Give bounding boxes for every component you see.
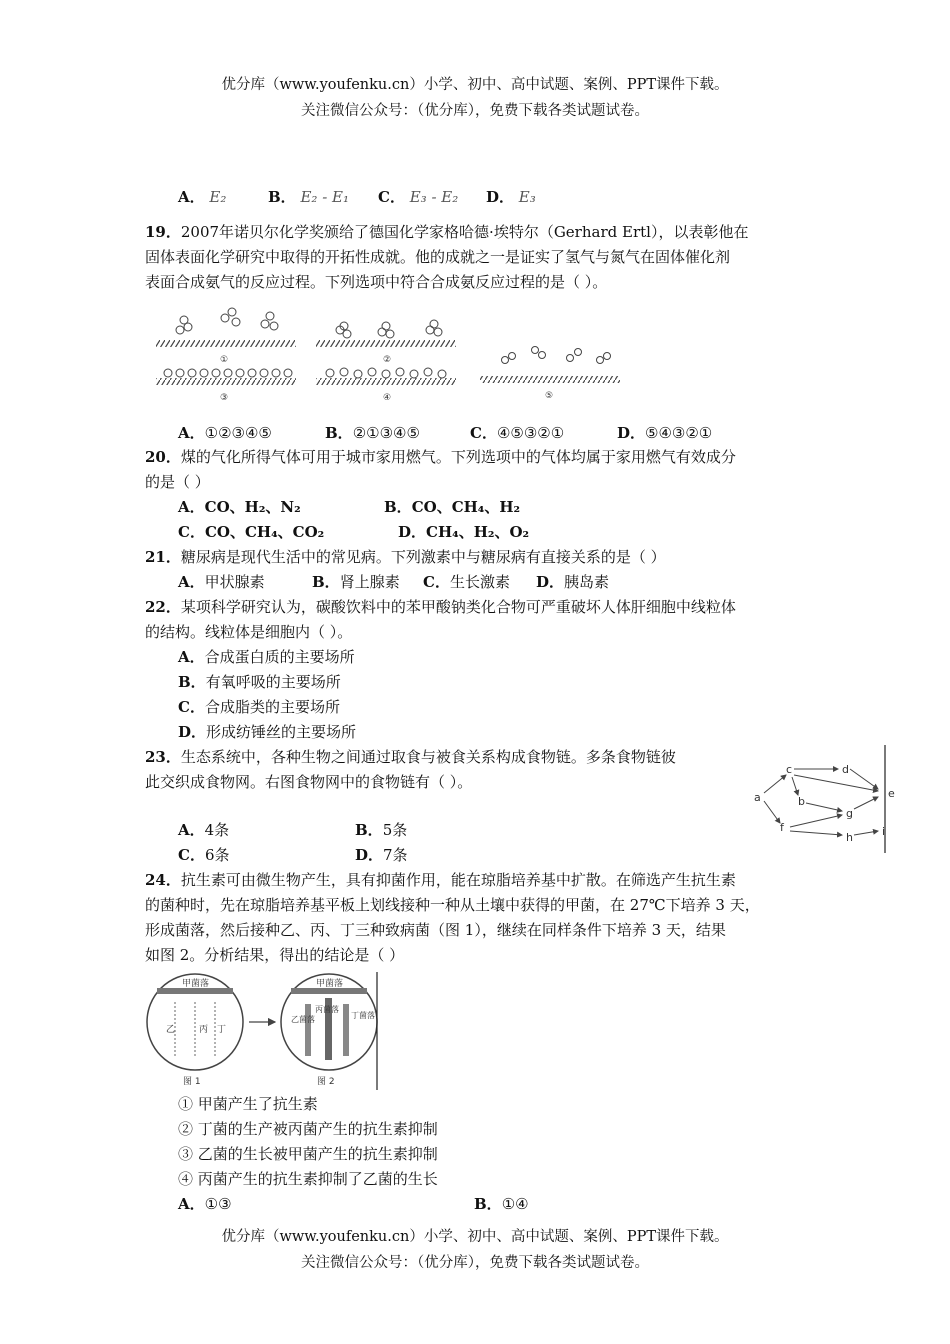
q24-statement-2: ② 丁菌的生产被丙菌产生的抗生素抑制 [178,1120,438,1138]
fig2-col-3: 丁菌落 [351,1011,375,1020]
q19-line-2: 固体表面化学研究中取得的开拓性成就。他的成就之一是证实了氢气与氮气在固体催化剂 [145,248,731,266]
fig1-top-label: 甲菌落 [182,979,210,989]
q24-option-b: B．①④ [474,1195,529,1213]
node-e: e [888,787,895,800]
q20-option-c: C．CO、CH₄、CO₂ [178,523,325,541]
q24-option-a: A．①③ [178,1195,232,1213]
q24-statement-3: ③ 乙菌的生长被甲菌产生的抗生素抑制 [178,1145,438,1163]
q24-statement-4: ④ 丙菌产生的抗生素抑制了乙菌的生长 [178,1170,438,1188]
fig2-caption: 图 2 [317,1077,335,1087]
q23-option-c: C．6条 [178,846,230,864]
q20-option-a: A．CO、H₂、N₂ [178,498,301,516]
q23-option-d: D．7条 [355,846,408,864]
header-line-1: 优分库（www.youfenku.cn）小学、初中、高中试题、案例、PPT课件下载。 [221,77,729,93]
q21-option-b: B．肾上腺素 [312,573,400,591]
q23-option-a: A．4条 [178,821,230,839]
node-a: a [754,791,761,804]
fig2-col-2: 丙菌落 [315,1005,339,1014]
node-i: i [882,825,886,838]
node-g: g [846,807,853,820]
q22-option-b: B．有氧呼吸的主要场所 [178,673,341,691]
fig-label-3: ③ [220,393,229,403]
q21-option-d: D．胰岛素 [536,573,610,591]
q22-line-2: 的结构。线粒体是细胞内（ ）。 [145,623,353,641]
q23-line-1: 23．生态系统中，各种生物之间通过取食与被食关系构成食物链。多条食物链彼 [145,748,676,766]
q23-line-2: 此交织成食物网。右图食物网中的食物链有（ ）。 [145,773,473,791]
node-h: h [846,831,853,844]
footer-line-2: 关注微信公众号：（优分库），免费下载各类试题试卷。 [301,1255,649,1271]
q24-line-3: 形成菌落，然后接种乙、丙、丁三种致病菌（图 1），继续在同样条件下培养 3 天，结果 [145,921,726,939]
q18-option-a: A． E₂ [178,188,227,206]
fig2-col-1: 乙菌落 [291,1015,315,1024]
fig-label-2: ② [383,355,392,365]
node-c: c [786,763,793,776]
q19-line-3: 表面合成氨气的反应过程。下列选项中符合合成氨反应过程的是（ ）。 [145,273,608,291]
q23-option-b: B．5条 [355,821,408,839]
food-web-figure [750,745,900,855]
node-b: b [798,795,805,808]
footer-line-1: 优分库（www.youfenku.cn）小学、初中、高中试题、案例、PPT课件下载。 [221,1229,729,1245]
q19-option-b: B．②①③④⑤ [325,424,420,442]
q19-option-a: A．①②③④⑤ [178,424,272,442]
catalyst-surface-figure [150,300,630,410]
fig-label-1: ① [220,355,229,365]
q21-option-a: A．甲状腺素 [178,573,265,591]
q22-line-1: 22．某项科学研究认为，碳酸饮料中的苯甲酸钠类化合物可严重破坏人体肝细胞中线粒体 [145,598,736,616]
q19-line-1: 19．2007年诺贝尔化学奖颁给了德国化学家格哈德·埃特尔（Gerhard Ertl），以表彰他在 [145,223,749,241]
q21-option-c: C．生长激素 [423,573,510,591]
fig1-col-2: 丙 [199,1025,209,1035]
q20-option-d: D．CH₄、H₂、O₂ [398,523,530,541]
petri-dish-figure [145,972,385,1092]
node-d: d [842,763,849,776]
q20-line-2: 的是（ ） [145,473,210,491]
q24-statement-1: ① 甲菌产生了抗生素 [178,1095,318,1113]
q24-line-1: 24．抗生素可由微生物产生，具有抑菌作用，能在琼脂培养基中扩散。在筛选产生抗生素 [145,871,736,889]
q18-option-d: D． E₃ [486,188,536,206]
fig-label-4: ④ [383,393,392,403]
header-line-2: 关注微信公众号：（优分库），免费下载各类试题试卷。 [301,103,649,119]
q20-line-1: 20．煤的气化所得气体可用于城市家用燃气。下列选项中的气体均属于家用燃气有效成分 [145,448,736,466]
q19-option-d: D．⑤④③②① [617,424,713,442]
fig1-col-3: 丁 [217,1025,227,1035]
q19-option-c: C．④⑤③②① [470,424,565,442]
q24-line-2: 的菌种时，先在琼脂培养基平板上划线接种一种从土壤中获得的甲菌，在 27℃下培养 3 天， [145,896,760,914]
q18-option-c: C． E₃ - E₂ [378,188,459,206]
q18-option-b: B． E₂ - E₁ [268,188,349,206]
q22-option-d: D．形成纺锤丝的主要场所 [178,723,357,741]
fig1-col-1: 乙 [166,1025,176,1035]
fig1-caption: 图 1 [183,1077,201,1087]
q20-option-b: B．CO、CH₄、H₂ [384,498,521,516]
fig2-top-label: 甲菌落 [316,979,344,989]
fig-label-5: ⑤ [545,391,554,401]
q22-option-a: A．合成蛋白质的主要场所 [178,648,355,666]
q21-line-1: 21．糖尿病是现代生活中的常见病。下列激素中与糖尿病有直接关系的是（ ） [145,548,666,566]
node-f: f [780,821,784,834]
q22-option-c: C．合成脂类的主要场所 [178,698,340,716]
q24-line-4: 如图 2。分析结果，得出的结论是（ ） [145,946,405,964]
